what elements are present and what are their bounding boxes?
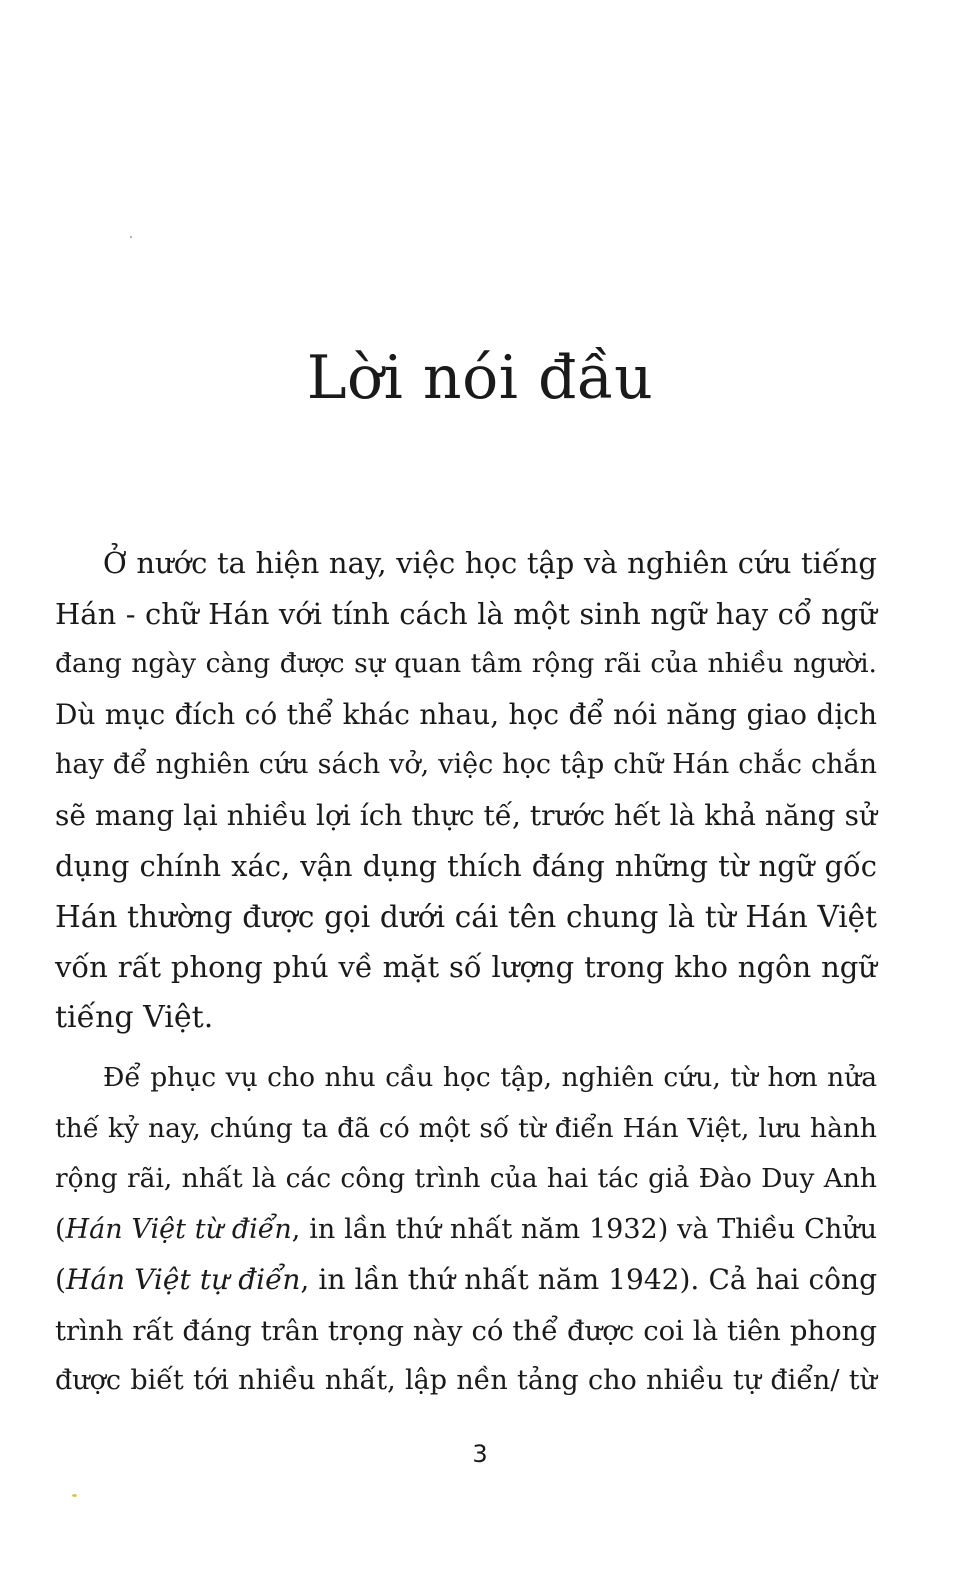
text-line: đang ngày càng được sự quan tâm rộng rãi của nhiều người. <box>55 648 877 679</box>
text-fragment: , in lần thứ nhất năm 1942). Cả hai công <box>300 1263 877 1296</box>
text-line: Dù mục đích có thể khác nhau, học để nói năng giao dịch <box>55 697 877 731</box>
scan-speck <box>72 1494 77 1497</box>
text-line: vốn rất phong phú về mặt số lượng trong kho ngôn ngữ <box>55 950 877 984</box>
text-line: hay để nghiên cứu sách vở, việc học tập chữ Hán chắc chắn <box>55 749 877 780</box>
text-line: tiếng Việt. <box>55 999 214 1035</box>
text-line: Hán - chữ Hán với tính cách là một sinh ngữ hay cổ ngữ <box>55 596 877 631</box>
text-line <box>55 1205 877 1256</box>
text-line <box>55 1255 877 1306</box>
book-title: Hán Việt tự điển <box>65 1263 301 1296</box>
text-line: rộng rãi, nhất là các công trình của hai tác giả Đào Duy Anh <box>55 1163 877 1194</box>
text-line: thế kỷ nay, chúng ta đã có một số từ điển Hán Việt, lưu hành <box>55 1112 877 1144</box>
book-title: Hán Việt từ điển <box>65 1213 292 1245</box>
text-fragment: ( <box>55 1213 66 1245</box>
page-number: 3 <box>472 1440 488 1468</box>
text-line: trình rất đáng trân trọng này có thể được coi là tiên phong <box>55 1314 877 1347</box>
paragraph-2 <box>55 1053 877 1407</box>
scan-speck <box>130 236 132 238</box>
text-line: được biết tới nhiều nhất, lập nền tảng cho nhiều tự điển/ từ <box>55 1365 877 1396</box>
text-line: dụng chính xác, vận dụng thích đáng những từ ngữ gốc <box>55 849 877 883</box>
text-fragment: ( <box>55 1263 66 1296</box>
text-line: Để phục vụ cho nhu cầu học tập, nghiên cứu, từ hơn nửa <box>103 1062 877 1093</box>
page-title: Lời nói đầu <box>306 343 654 413</box>
text-line: Ở nước ta hiện nay, việc học tập và nghiên cứu tiếng <box>103 546 877 580</box>
text-fragment: , in lần thứ nhất năm 1932) và Thiều Chửu <box>291 1213 877 1245</box>
text-line: sẽ mang lại nhiều lợi ích thực tế, trước hết là khả năng sử <box>55 798 877 832</box>
paragraph-1 <box>55 538 877 1043</box>
text-line: Hán thường được gọi dưới cái tên chung là từ Hán Việt <box>55 899 877 934</box>
